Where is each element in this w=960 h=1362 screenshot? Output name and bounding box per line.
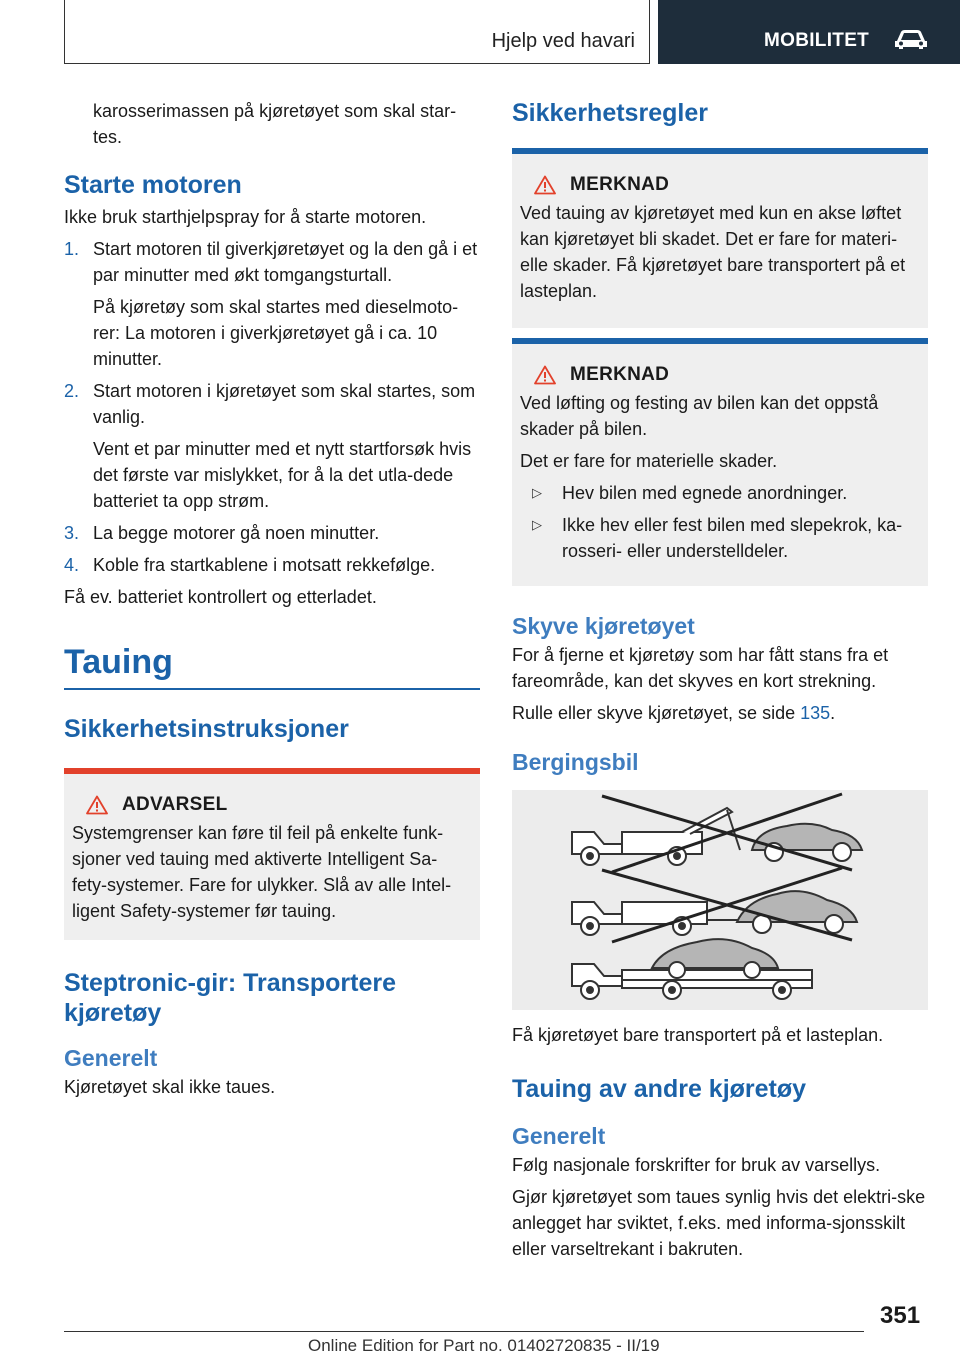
- warning-triangle-icon: [534, 175, 556, 195]
- push-ref-text: [512, 700, 928, 726]
- note-title-text: MERKNAD: [570, 174, 670, 195]
- car-icon: [893, 28, 929, 50]
- bullet-text: Ikke hev eller fest bilen med slepekrok, ka-rosseri- eller understelldeler.: [562, 515, 903, 561]
- right-column: [512, 98, 928, 1262]
- list-item: [520, 480, 920, 506]
- start-engine-heading: Starte motoren: [64, 171, 242, 199]
- page-number: 351: [880, 1302, 921, 1329]
- step-text: Start motoren i kjøretøyet som skal startes, som vanlig.: [93, 381, 476, 427]
- list-item: [520, 512, 920, 564]
- tow-truck-illustration-graphic: [512, 790, 928, 1010]
- warning-text: Systemgrenser kan føre til feil på enkelte funk-sjoner ved tauing med aktiverte Intelligent Sa-fety-systemer. Fare for ulykker. Slå av alle Intel-ligent Safety-systemer før tauing.: [72, 822, 452, 921]
- steptronic-heading: Steptronic-gir: Transportere kjøretøy: [64, 968, 396, 1027]
- push-ref-label: Rulle eller skyve kjøretøyet, se side: [512, 703, 801, 723]
- step-number: 1.: [64, 239, 80, 259]
- warning-triangle-icon: [534, 365, 556, 385]
- general-text: Kjøretøyet skal ikke taues.: [64, 1076, 276, 1097]
- list-item: [64, 236, 480, 372]
- step-extra: På kjøretøy som skal startes med dieselmoto-rer: La motoren i giverkjøretøyet gå i ca. 10 minutter.: [93, 297, 459, 369]
- note-bar: [512, 338, 928, 344]
- header-chapter-title: MOBILITET: [764, 30, 870, 51]
- tow-truck-illustration: [512, 790, 928, 1010]
- warning-title: [86, 794, 472, 816]
- header-chapter-box: [658, 0, 960, 64]
- note-box: [512, 338, 928, 586]
- step-extra: Vent et par minutter med et nytt startforsøk hvis det første var mislykket, for å la det utla-dede batteriet ta opp strøm.: [93, 439, 472, 511]
- step-number: 4.: [64, 555, 80, 575]
- tow-caption: Få kjøretøyet bare transportert på et lasteplan.: [512, 1025, 884, 1045]
- note-title-text: MERKNAD: [570, 364, 670, 385]
- safety-instructions-heading: Sikkerhetsinstruksjoner: [64, 714, 349, 743]
- note-title: [534, 364, 920, 386]
- general-heading: Generelt: [512, 1123, 606, 1149]
- left-column: [64, 98, 480, 1100]
- step-text: La begge motorer gå noen minutter.: [93, 523, 380, 543]
- tow-other-vehicles-heading: Tauing av andre kjøretøy: [512, 1075, 807, 1103]
- warning-triangle-icon: [86, 795, 108, 815]
- battery-check-text: Få ev. batteriet kontrollert og etterladet.: [64, 587, 377, 607]
- general-heading: Generelt: [64, 1044, 158, 1071]
- note-title: [534, 174, 920, 196]
- bullet-text: Hev bilen med egnede anordninger.: [562, 483, 848, 503]
- header-section-box: [64, 0, 650, 64]
- triangle-bullet-icon: ▷: [532, 517, 542, 532]
- step-text: Koble fra startkablene i motsatt rekkefølge.: [93, 555, 436, 575]
- warning-bar: [64, 768, 480, 774]
- push-ref-end: .: [830, 703, 836, 723]
- warning-box: [64, 768, 480, 940]
- note-text-2: Det er fare for materielle skader.: [520, 451, 778, 471]
- warning-title-text: ADVARSEL: [122, 793, 228, 815]
- step-number: 2.: [64, 381, 80, 401]
- note-bullet-list: [520, 480, 920, 564]
- other-text-2: Gjør kjøretøyet som taues synlig hvis det elektri-ske anlegget har sviktet, f.eks. med informa-sjonsskilt eller varseltrekant i bakruten.: [512, 1187, 926, 1259]
- note-box: [512, 148, 928, 328]
- heading-divider: [64, 688, 480, 690]
- note-text: Ved tauing av kjøretøyet med kun en akse løftet kan kjøretøyet bli skadet. Det er fare for materi-elle skader. Få kjøretøyet bare transportert på et lasteplan.: [520, 203, 906, 301]
- page-link[interactable]: 135: [800, 703, 831, 723]
- header-section-title: Hjelp ved havari: [491, 30, 635, 52]
- safety-rules-heading: Sikkerhetsregler: [512, 99, 708, 127]
- footer-edition: Online Edition for Part no. 01402720835 - II/19: [308, 1336, 660, 1355]
- towing-heading: Tauing: [64, 643, 173, 681]
- other-text-1: Følg nasjonale forskrifter for bruk av varsellys.: [512, 1155, 881, 1175]
- step-text: Start motoren til giverkjøretøyet og la den gå i et par minutter med økt tomgangsturtall.: [93, 239, 478, 285]
- step-number: 3.: [64, 523, 80, 543]
- triangle-bullet-icon: ▷: [532, 485, 542, 500]
- list-item: [64, 552, 480, 578]
- tow-truck-heading: Bergingsbil: [512, 749, 639, 775]
- intro-text: karosserimassen på kjøretøyet som skal star-tes.: [93, 101, 457, 147]
- start-steps-list: [64, 236, 480, 578]
- footer-divider: [64, 1331, 864, 1332]
- list-item: [64, 520, 480, 546]
- note-bar: [512, 148, 928, 154]
- list-item: [64, 378, 480, 514]
- start-engine-text: Ikke bruk starthjelpspray for å starte motoren.: [64, 207, 427, 227]
- note-text: Ved løfting og festing av bilen kan det oppstå skader på bilen.: [520, 393, 879, 439]
- push-vehicle-heading: Skyve kjøretøyet: [512, 613, 695, 639]
- push-text: For å fjerne et kjøretøy som har fått stans fra et fareområde, kan det skyves en kort strekning.: [512, 645, 889, 691]
